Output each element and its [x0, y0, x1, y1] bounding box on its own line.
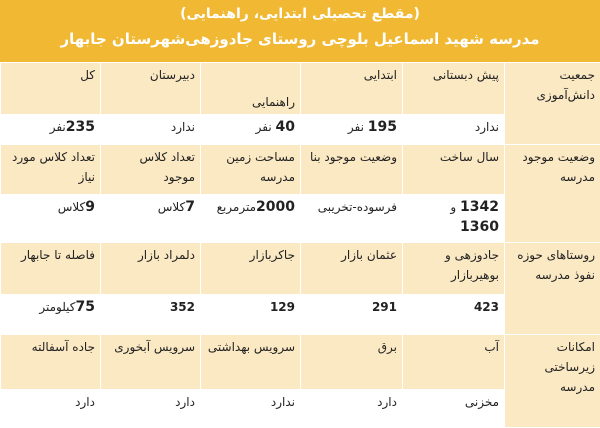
col-header-road: جاده آسفالته	[1, 335, 101, 390]
col-header-water: آب	[403, 335, 505, 390]
col-header-power: برق	[301, 335, 403, 390]
value-unit: نفر	[256, 120, 272, 134]
col-header-preschool: پیش دبستانی	[403, 63, 505, 115]
col-header-condition: وضعیت موجود بنا	[301, 145, 403, 195]
value-distance	[1, 295, 101, 335]
value-number: 2000	[256, 199, 295, 215]
col-header-village-1: جادوزهی و بوهیربازار	[403, 243, 505, 295]
value-number: 40	[276, 119, 295, 135]
value-existing-classes	[101, 195, 201, 243]
value-road: دارد	[1, 390, 101, 428]
value-village-3: 129	[201, 295, 301, 335]
col-header-distance: فاصله تا جابهار	[1, 243, 101, 295]
col-header-area: مساحت زمین مدرسه	[201, 145, 301, 195]
table-row	[1, 63, 600, 115]
value-area	[201, 195, 301, 243]
col-header-high: دبیرستان	[101, 63, 201, 115]
value-unit: نفر	[348, 120, 364, 134]
value-toilet: ندارد	[201, 390, 301, 428]
row-label-students: جمعیت دانش‌آموزی	[505, 63, 600, 145]
row-label-villages: روستاهای حوزه نفوذ مدرسه	[505, 243, 600, 335]
value-unit: کلاس	[158, 200, 186, 214]
value-drinking: دارد	[101, 390, 201, 428]
row-label-facilities: امکانات زیرساختی مدرسه	[505, 335, 600, 428]
value-number: 1342	[460, 199, 499, 215]
value-condition: فرسوده-تخریبی	[301, 195, 403, 243]
value-sep: و	[450, 200, 456, 214]
value-needed-classes	[1, 195, 101, 243]
value-unit: کیلومتر	[39, 300, 75, 314]
value-number: 235	[66, 119, 95, 135]
header-subtitle: (مقطع تحصیلی ابتدایی، راهنمایی)	[0, 6, 600, 22]
col-header-village-3: جاکربازار	[201, 243, 301, 295]
col-header-existing-classes: تعداد کلاس موجود	[101, 145, 201, 195]
value-build-year	[403, 195, 505, 243]
value-primary	[301, 115, 403, 145]
value-village-1: 423	[403, 295, 505, 335]
value-water: مخزنی	[403, 390, 505, 428]
value-village-4: 352	[101, 295, 201, 335]
table-row	[1, 243, 600, 295]
col-header-middle: راهنمایی	[201, 63, 301, 115]
value-power: دارد	[301, 390, 403, 428]
col-header-build-year: سال ساخت	[403, 145, 505, 195]
value-middle	[201, 115, 301, 145]
col-header-drinking: سرویس آبخوری	[101, 335, 201, 390]
page-header	[0, 0, 600, 62]
value-unit: نفر	[50, 120, 66, 134]
value-number: 75	[76, 299, 95, 315]
value-number: 9	[85, 199, 95, 215]
value-high: ندارد	[101, 115, 201, 145]
col-header-primary: ابتدایی	[301, 63, 403, 115]
table-row	[1, 145, 600, 195]
col-header-village-2: عثمان بازار	[301, 243, 403, 295]
value-unit: مترمربع	[217, 200, 256, 214]
value-preschool: ندارد	[403, 115, 505, 145]
value-number: 195	[368, 119, 397, 135]
col-header-toilet: سرویس بهداشتی	[201, 335, 301, 390]
col-header-village-4: دلمراد بازار	[101, 243, 201, 295]
value-number: 1360	[460, 219, 499, 235]
col-header-total: کل	[1, 63, 101, 115]
school-info-table	[0, 62, 600, 428]
header-title: مدرسه شهید اسماعیل بلوچی روستای جادوزهی‌شهرستان جابهار	[0, 30, 600, 48]
row-label-status: وضعیت موجود مدرسه	[505, 145, 600, 243]
value-unit: کلاس	[58, 200, 86, 214]
value-village-2: 291	[301, 295, 403, 335]
value-number: 7	[185, 199, 195, 215]
table-row	[1, 335, 600, 390]
value-total	[1, 115, 101, 145]
col-header-needed-classes: تعداد کلاس مورد نیاز	[1, 145, 101, 195]
